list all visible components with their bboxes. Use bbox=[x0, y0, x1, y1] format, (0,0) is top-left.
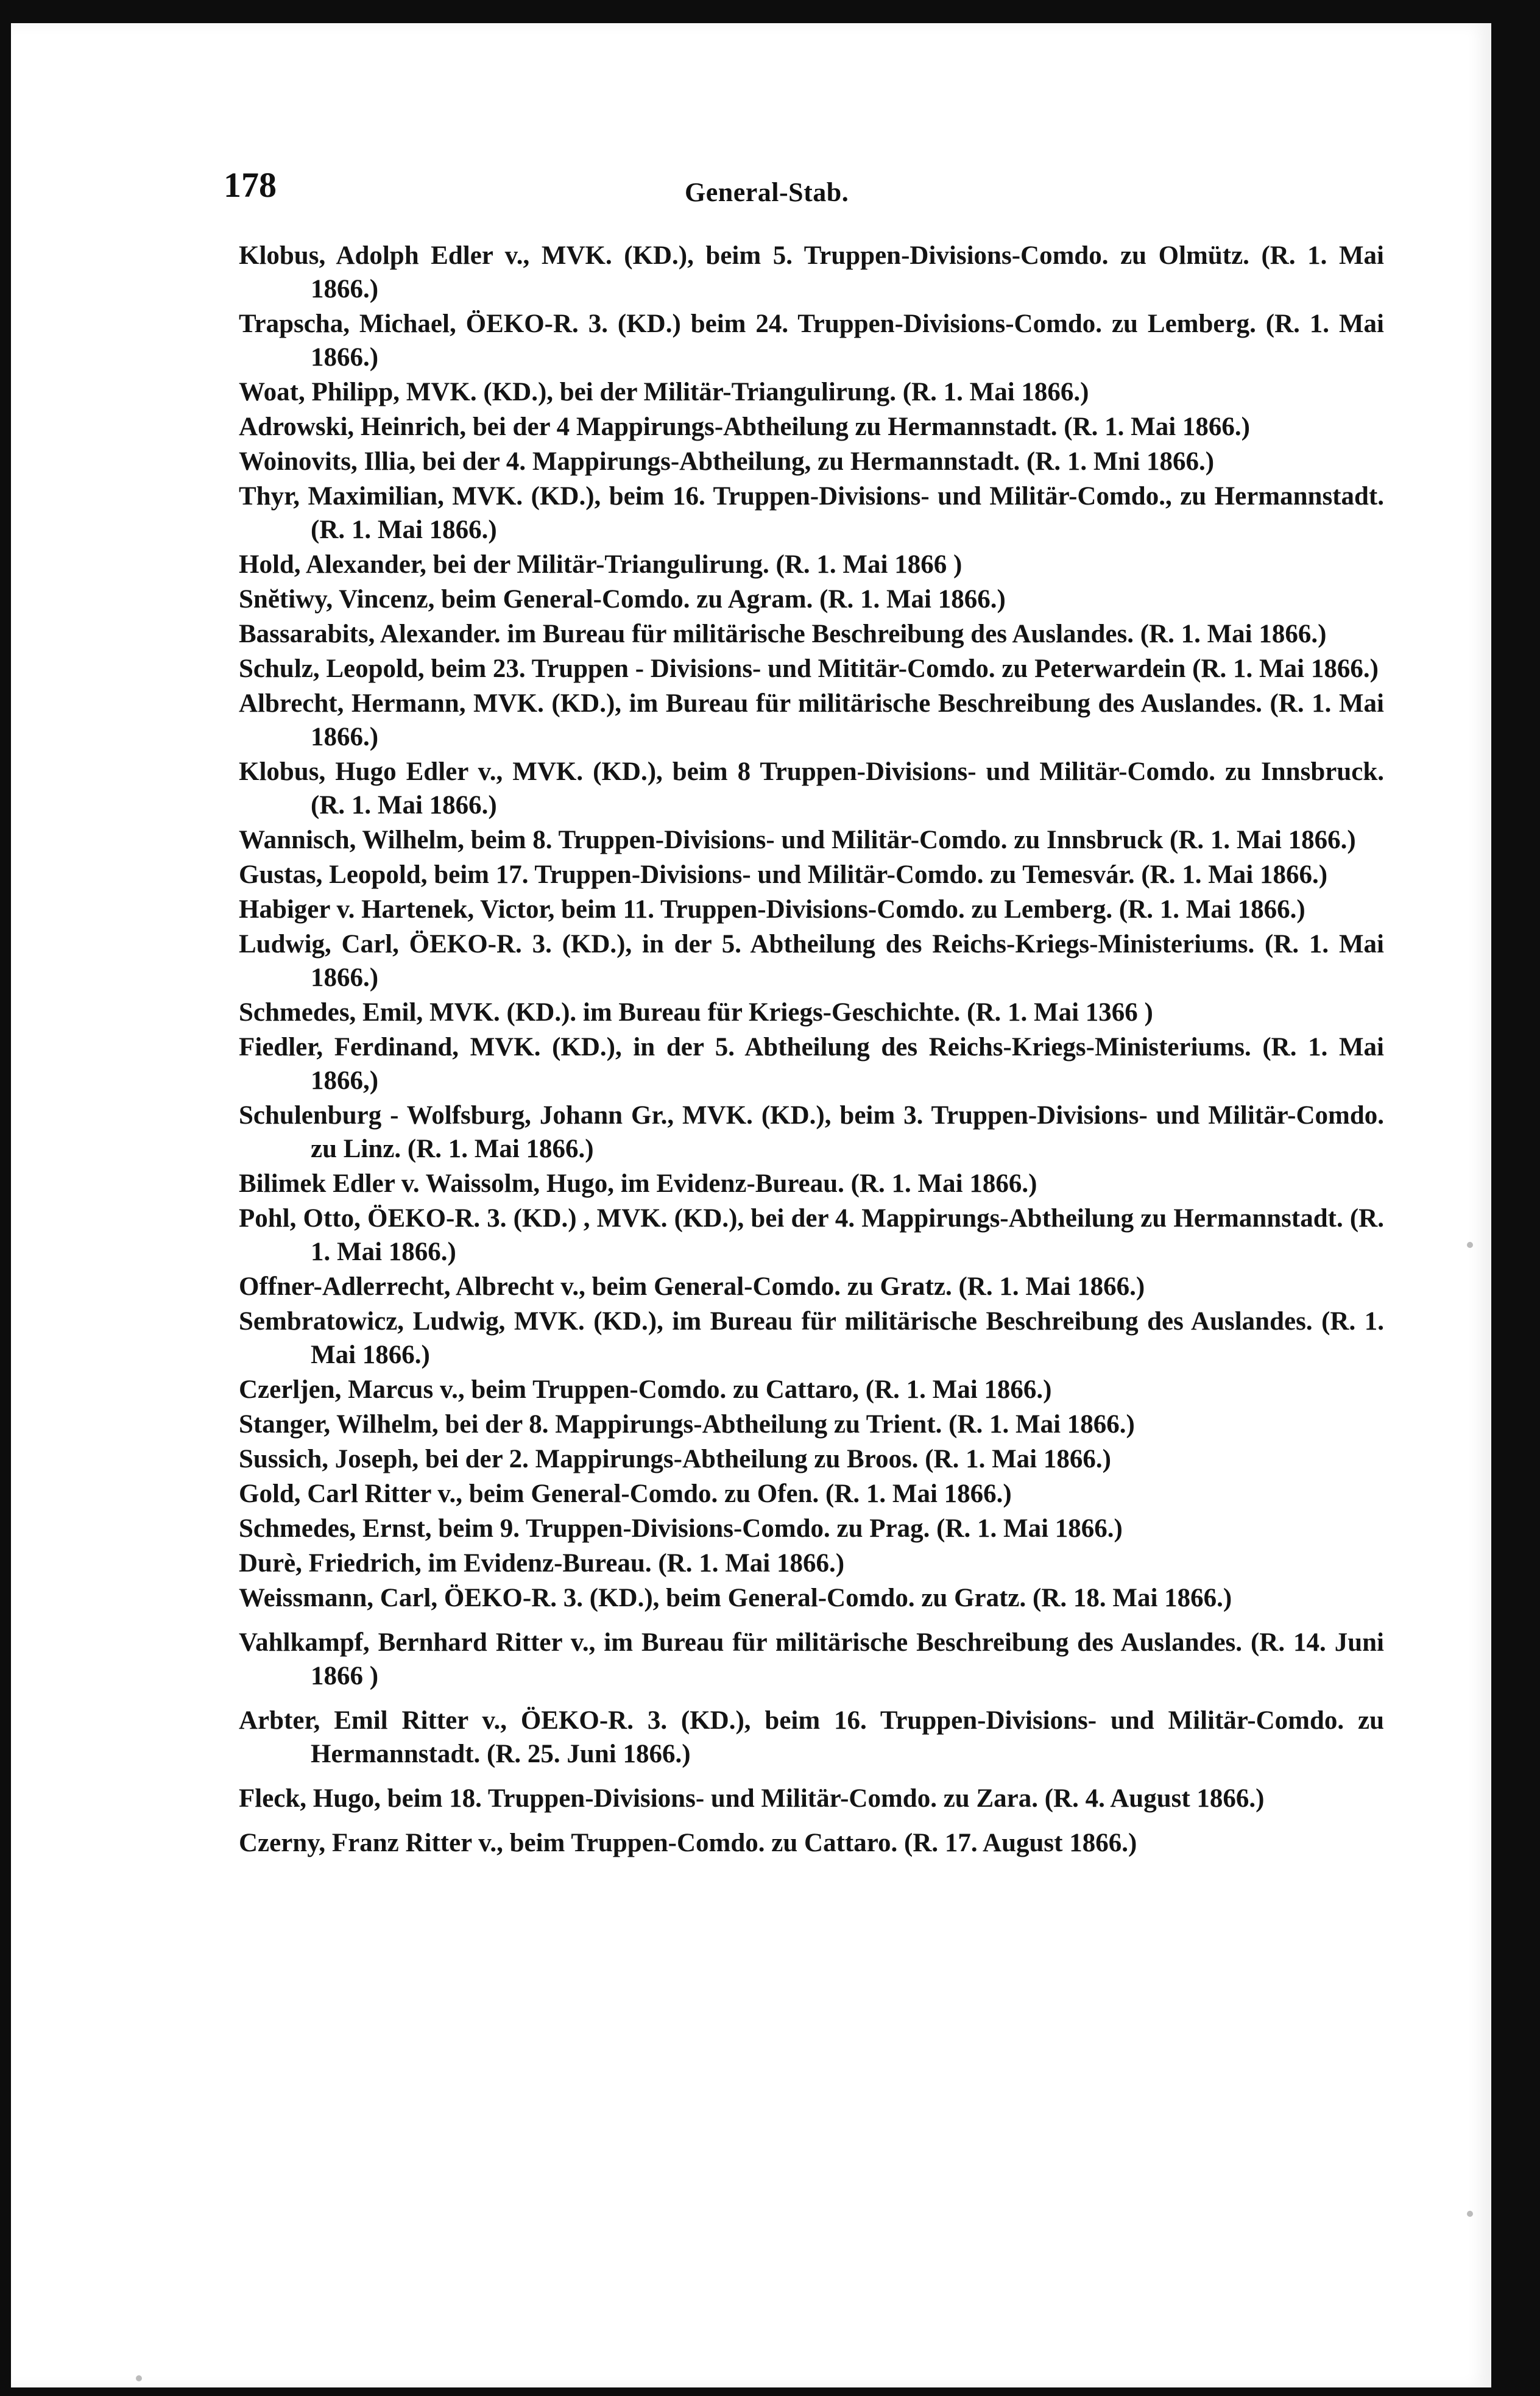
list-entry: Stanger, Wilhelm, bei der 8. Mappirungs-Abtheilung zu Trient. (R. 1. Mai 1866.) bbox=[239, 1410, 1135, 1439]
list-entry: Snĕtiwy, Vincenz, beim General-Comdo. zu Agram. (R. 1. Mai 1866.) bbox=[239, 585, 1006, 614]
list-entry: Arbter, Emil Ritter v., ÖEKO-R. 3. (KD.), beim 16. Truppen-Divisions- und Militär-Comdo. zu Hermannstadt. (R. 25. Juni 1866.) bbox=[239, 1706, 1384, 1768]
list-entry: Woat, Philipp, MVK. (KD.), bei der Militär-Triangulirung. (R. 1. Mai 1866.) bbox=[239, 378, 1089, 406]
scan-speck bbox=[136, 2375, 142, 2381]
list-entry: Vahlkampf, Bernhard Ritter v., im Bureau für militärische Beschreibung des Auslandes. (R. 14. Juni 1866 ) bbox=[239, 1628, 1384, 1690]
running-title: General-Stab. bbox=[685, 177, 849, 207]
list-entry: Gold, Carl Ritter v., beim General-Comdo. zu Ofen. (R. 1. Mai 1866.) bbox=[239, 1480, 1012, 1508]
list-entry: Fleck, Hugo, beim 18. Truppen-Divisions- und Militär-Comdo. zu Zara. (R. 4. August 1866.) bbox=[239, 1784, 1265, 1813]
scan-speck bbox=[1467, 1242, 1473, 1248]
list-entry: Klobus, Hugo Edler v., MVK. (KD.), beim 8 Truppen-Divisions- und Militär-Comdo. zu Innsbruck. (R. 1. Mai 1866.) bbox=[239, 757, 1384, 820]
list-entry: Trapscha, Michael, ÖEKO-R. 3. (KD.) beim 24. Truppen-Divisions-Comdo. zu Lemberg. (R. 1. Mai 1866.) bbox=[239, 310, 1384, 372]
list-entry: Ludwig, Carl, ÖEKO-R. 3. (KD.), in der 5. Abtheilung des Reichs-Kriegs-Ministeriums. (R. 1. Mai 1866.) bbox=[239, 930, 1384, 992]
list-entry: Habiger v. Hartenek, Victor, beim 11. Truppen-Divisions-Comdo. zu Lemberg. (R. 1. Mai 1866.) bbox=[239, 895, 1305, 924]
list-entry: Klobus, Adolph Edler v., MVK. (KD.), beim 5. Truppen-Divisions-Comdo. zu Olmütz. (R. 1. Mai 1866.) bbox=[239, 241, 1384, 303]
list-entry: Pohl, Otto, ÖEKO-R. 3. (KD.) , MVK. (KD.), bei der 4. Mappirungs-Abtheilung zu Hermannstadt. (R. 1. Mai 1866.) bbox=[239, 1204, 1384, 1266]
scan-speck bbox=[1467, 2211, 1473, 2217]
list-entry: Adrowski, Heinrich, bei der 4 Mappirungs-Abtheilung zu Hermannstadt. (R. 1. Mai 1866.) bbox=[239, 413, 1250, 441]
list-entry: Durè, Friedrich, im Evidenz-Bureau. (R. 1. Mai 1866.) bbox=[239, 1549, 845, 1578]
list-entry: Offner-Adlerrecht, Albrecht v., beim General-Comdo. zu Gratz. (R. 1. Mai 1866.) bbox=[239, 1272, 1145, 1301]
list-entry: Czerljen, Marcus v., beim Truppen-Comdo. zu Cattaro, (R. 1. Mai 1866.) bbox=[239, 1375, 1052, 1404]
list-entry: Bassarabits, Alexander. im Bureau für militärische Beschreibung des Auslandes. (R. 1. Mai 1866.) bbox=[239, 620, 1327, 648]
list-entry: Weissmann, Carl, ÖEKO-R. 3. (KD.), beim General-Comdo. zu Gratz. (R. 18. Mai 1866.) bbox=[239, 1584, 1232, 1612]
list-entry: Sembratowicz, Ludwig, MVK. (KD.), im Bureau für militärische Beschreibung des Auslandes. (R. 1. Mai 1866.) bbox=[239, 1307, 1384, 1369]
list-entry: Schmedes, Emil, MVK. (KD.). im Bureau für Kriegs-Geschichte. (R. 1. Mai 1366 ) bbox=[239, 998, 1153, 1027]
list-entry: Fiedler, Ferdinand, MVK. (KD.), in der 5. Abtheilung des Reichs-Kriegs-Ministeriums. (R. 1. Mai 1866,) bbox=[239, 1033, 1384, 1095]
list-entry: Bilimek Edler v. Waissolm, Hugo, im Evidenz-Bureau. (R. 1. Mai 1866.) bbox=[239, 1169, 1037, 1198]
list-entry: Schmedes, Ernst, beim 9. Truppen-Divisions-Comdo. zu Prag. (R. 1. Mai 1866.) bbox=[239, 1514, 1123, 1543]
list-entry: Sussich, Joseph, bei der 2. Mappirungs-Abtheilung zu Broos. (R. 1. Mai 1866.) bbox=[239, 1445, 1111, 1473]
list-entry: Woinovits, Illia, bei der 4. Mappirungs-Abtheilung, zu Hermannstadt. (R. 1. Mni 1866.) bbox=[239, 447, 1215, 476]
list-entry: Czerny, Franz Ritter v., beim Truppen-Comdo. zu Cattaro. (R. 17. August 1866.) bbox=[239, 1829, 1137, 1857]
list-entry: Schulz, Leopold, beim 23. Truppen - Divisions- und Mititär-Comdo. zu Peterwardein (R. 1. Mai 1866.) bbox=[239, 654, 1379, 683]
list-entry: Hold, Alexander, bei der Militär-Triangulirung. (R. 1. Mai 1866 ) bbox=[239, 550, 962, 579]
page-number: 178 bbox=[224, 165, 277, 205]
list-entry: Albrecht, Hermann, MVK. (KD.), im Bureau für militärische Beschreibung des Auslandes. (R. 1. Mai 1866.) bbox=[239, 689, 1384, 751]
list-entry: Gustas, Leopold, beim 17. Truppen-Divisions- und Militär-Comdo. zu Temesvár. (R. 1. Mai 1866.) bbox=[239, 860, 1328, 889]
page-header bbox=[224, 165, 1381, 213]
officer-list bbox=[239, 239, 1384, 1861]
list-entry: Schulenburg - Wolfsburg, Johann Gr., MVK. (KD.), beim 3. Truppen-Divisions- und Militär-Comdo. zu Linz. (R. 1. Mai 1866.) bbox=[239, 1101, 1384, 1163]
list-entry: Wannisch, Wilhelm, beim 8. Truppen-Divisions- und Militär-Comdo. zu Innsbruck (R. 1. Mai 1866.) bbox=[239, 826, 1356, 854]
list-entry: Thyr, Maximilian, MVK. (KD.), beim 16. Truppen-Divisions- und Militär-Comdo., zu Hermannstadt. (R. 1. Mai 1866.) bbox=[239, 482, 1384, 544]
